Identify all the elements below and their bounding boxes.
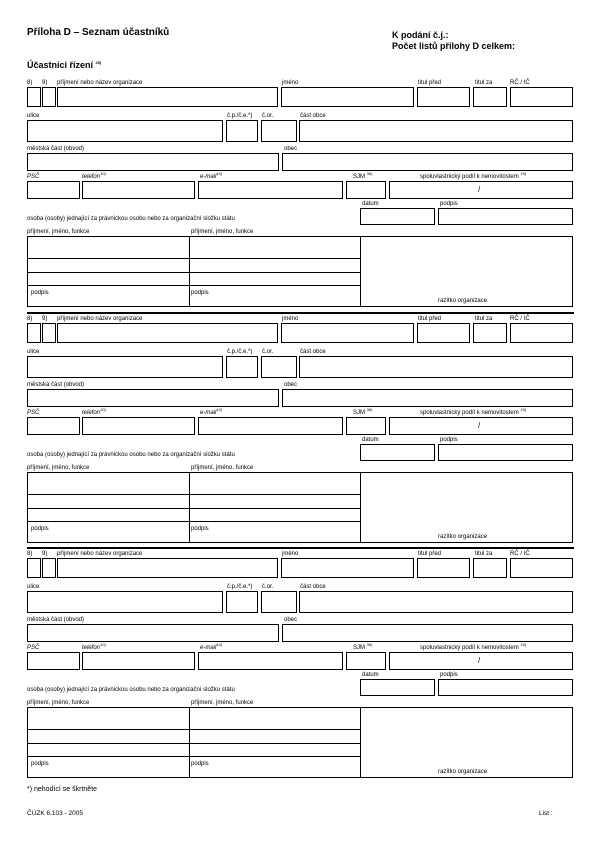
label-persons-name-1: příjmení, jméno, funkce: [27, 465, 90, 471]
email-footnote: 10): [216, 171, 223, 176]
field-9[interactable]: [42, 87, 56, 107]
label-persons-acting: osoba (osoby) jednající za právnickou osobu nebo za organizační složku státu: [27, 216, 235, 222]
label-surname-org: příjmení nebo název organizace: [57, 80, 143, 86]
field-street[interactable]: [27, 356, 223, 378]
label-city-district: městská část (obvod): [27, 617, 85, 623]
label-signature-top: podpis: [440, 437, 458, 443]
label-rep-1-signature: podpis: [31, 526, 49, 532]
share-separator: /: [478, 421, 481, 430]
label-phone-text: telefon: [82, 174, 101, 180]
section-title: [27, 60, 101, 71]
label-rc-ic: RČ / IČ: [510, 80, 530, 86]
field-rc-ic[interactable]: [510, 87, 573, 107]
label-sjm-text: SJM: [353, 174, 365, 180]
phone-footnote: 10): [100, 642, 106, 647]
label-cp-ce: č.p./č.e.*): [227, 349, 253, 355]
rep-1-name-field[interactable]: [28, 473, 189, 494]
label-8: 8): [27, 551, 33, 557]
field-city-district[interactable]: [27, 389, 279, 407]
label-title-after: titul za: [475, 551, 493, 557]
table-rule: [27, 729, 361, 730]
label-cp-ce: č.p./č.e.*): [227, 113, 253, 119]
field-sjm[interactable]: [346, 417, 386, 435]
label-9: 9): [42, 316, 48, 322]
participant-block: [0, 551, 600, 791]
field-psc[interactable]: [27, 652, 80, 670]
field-title-after[interactable]: [473, 87, 507, 107]
label-email: [200, 171, 223, 181]
field-8[interactable]: [27, 323, 41, 343]
field-9[interactable]: [42, 323, 56, 343]
field-street[interactable]: [27, 591, 223, 613]
label-part-municipality: část obce: [300, 349, 326, 355]
share-footnote: 15): [520, 407, 527, 412]
section-footnote: 25): [95, 60, 102, 65]
label-stamp: razítko organizace: [438, 298, 488, 304]
label-cp-ce: č.p./č.e.*): [227, 584, 253, 590]
field-8[interactable]: [27, 558, 41, 578]
label-psc: PSČ: [27, 410, 40, 416]
field-municipality[interactable]: [282, 624, 573, 642]
phone-footnote: 10): [100, 171, 106, 176]
share-footnote: 15): [520, 642, 527, 647]
field-name[interactable]: [281, 558, 414, 578]
label-stamp: razítko organizace: [438, 534, 488, 540]
label-date: datum: [362, 437, 379, 443]
field-date[interactable]: [360, 208, 435, 225]
rep-2-name-field[interactable]: [190, 708, 360, 729]
field-8[interactable]: [27, 87, 41, 107]
sjm-footnote: 36): [366, 171, 373, 176]
label-sjm: [353, 407, 373, 417]
label-share-text: spoluvlastnický podíl k nemovitostem: [420, 174, 519, 180]
participant-block: [0, 80, 600, 320]
label-city-district: městská část (obvod): [27, 382, 85, 388]
rep-2-name-field[interactable]: [190, 473, 360, 494]
field-cor[interactable]: [261, 120, 297, 142]
field-surname-org[interactable]: [57, 323, 278, 343]
field-sjm[interactable]: [346, 652, 386, 670]
label-9: 9): [42, 551, 48, 557]
field-street[interactable]: [27, 120, 223, 142]
label-share: [420, 171, 527, 181]
label-9: 9): [42, 80, 48, 86]
field-cor[interactable]: [261, 356, 297, 378]
footnote-strike: *) nehodící se škrtněte: [27, 786, 98, 793]
field-city-district[interactable]: [27, 153, 279, 171]
label-name: jméno: [282, 551, 299, 557]
field-psc[interactable]: [27, 417, 80, 435]
field-name[interactable]: [281, 87, 414, 107]
share-footnote: 15): [520, 171, 527, 176]
field-email[interactable]: [198, 181, 343, 199]
field-signature[interactable]: [438, 679, 573, 696]
rep-2-name-field[interactable]: [190, 237, 360, 258]
field-title-before[interactable]: [417, 87, 470, 107]
label-phone: [82, 407, 106, 417]
field-part-municipality[interactable]: [299, 591, 573, 613]
field-cor[interactable]: [261, 591, 297, 613]
label-8: 8): [27, 316, 33, 322]
table-rule: [27, 756, 361, 757]
label-8: 8): [27, 80, 33, 86]
label-email-text: e-mail: [200, 645, 217, 651]
field-cp-ce[interactable]: [226, 356, 258, 378]
field-name[interactable]: [281, 323, 414, 343]
field-signature[interactable]: [438, 208, 573, 225]
label-title-after: titul za: [475, 80, 493, 86]
label-rep-1-signature: podpis: [31, 290, 49, 296]
stamp-area[interactable]: [362, 708, 572, 777]
field-share[interactable]: [389, 181, 573, 199]
label-signature-top: podpis: [440, 201, 458, 207]
field-title-before[interactable]: [417, 323, 470, 343]
label-psc: PSČ: [27, 645, 40, 651]
sjm-footnote: 36): [366, 407, 373, 412]
label-title-before: titul před: [418, 551, 442, 557]
table-rule: [27, 258, 361, 259]
label-street: ulice: [27, 113, 40, 119]
share-separator: /: [478, 656, 481, 665]
label-persons-name-1: příjmení, jméno, funkce: [27, 700, 90, 706]
label-phone: [82, 642, 106, 652]
label-sjm: [353, 171, 373, 181]
label-persons-name-2: příjmení, jméno, funkce: [191, 700, 254, 706]
label-persons-acting: osoba (osoby) jednající za právnickou osobu nebo za organizační složku státu: [27, 452, 235, 458]
label-stamp: razítko organizace: [438, 769, 488, 775]
label-phone-text: telefon: [82, 410, 101, 416]
rep-1-name-field[interactable]: [28, 708, 189, 729]
label-name: jméno: [282, 80, 299, 86]
field-surname-org[interactable]: [57, 558, 278, 578]
label-name: jméno: [282, 316, 299, 322]
field-rc-ic[interactable]: [510, 323, 573, 343]
field-signature[interactable]: [438, 444, 573, 461]
filing-reference-label: K podání č.j.:: [392, 30, 449, 40]
label-rep-2-signature: podpis: [191, 290, 209, 296]
field-email[interactable]: [198, 417, 343, 435]
label-psc: PSČ: [27, 174, 40, 180]
field-title-after[interactable]: [473, 323, 507, 343]
label-street: ulice: [27, 584, 40, 590]
label-share-text: spoluvlastnický podíl k nemovitostem: [420, 645, 519, 651]
section-title-text: Účastníci řízení: [27, 60, 94, 70]
participant-block: [0, 316, 600, 556]
label-sjm-text: SJM: [353, 410, 365, 416]
field-psc[interactable]: [27, 181, 80, 199]
label-sjm: [353, 642, 373, 652]
label-share-text: spoluvlastnický podíl k nemovitostem: [420, 410, 519, 416]
label-title-after: titul za: [475, 316, 493, 322]
label-signature-top: podpis: [440, 672, 458, 678]
label-rep-2-signature: podpis: [191, 761, 209, 767]
label-municipality: obec: [284, 146, 298, 152]
form-code: ČÚZK 6.103 - 2005: [27, 810, 84, 817]
field-phone[interactable]: [82, 181, 195, 199]
field-9[interactable]: [42, 558, 56, 578]
rep-1-name-field[interactable]: [28, 237, 189, 258]
label-cor: č.or.: [262, 584, 274, 590]
label-rep-1-signature: podpis: [31, 761, 49, 767]
field-title-before[interactable]: [417, 558, 470, 578]
block-separator: [27, 547, 574, 549]
sjm-footnote: 36): [366, 642, 373, 647]
label-surname-org: příjmení nebo název organizace: [57, 551, 143, 557]
sheet-label: List :: [539, 810, 553, 817]
label-part-municipality: část obce: [300, 113, 326, 119]
label-date: datum: [362, 672, 379, 678]
stamp-area[interactable]: [362, 237, 572, 306]
pages-count-label: Počet listů přílohy D celkem:: [392, 41, 516, 51]
label-phone-text: telefon: [82, 645, 101, 651]
label-cor: č.or.: [262, 113, 274, 119]
form-title: Příloha D – Seznam účastníků: [27, 27, 170, 38]
field-phone[interactable]: [82, 417, 195, 435]
table-rule: [27, 521, 361, 522]
label-email-text: e-mail: [200, 410, 217, 416]
label-share: [420, 642, 527, 652]
field-city-district[interactable]: [27, 624, 279, 642]
label-title-before: titul před: [418, 316, 442, 322]
label-rc-ic: RČ / IČ: [510, 316, 530, 322]
field-cp-ce[interactable]: [226, 591, 258, 613]
phone-footnote: 10): [100, 407, 106, 412]
field-title-after[interactable]: [473, 558, 507, 578]
block-separator: [27, 312, 574, 314]
field-email[interactable]: [198, 652, 343, 670]
email-footnote: 10): [216, 642, 223, 647]
field-date[interactable]: [360, 679, 435, 696]
email-footnote: 10): [216, 407, 223, 412]
label-share: [420, 407, 527, 417]
label-municipality: obec: [284, 382, 298, 388]
label-part-municipality: část obce: [300, 584, 326, 590]
field-date[interactable]: [360, 444, 435, 461]
label-phone: [82, 171, 106, 181]
table-rule: [27, 272, 361, 273]
label-persons-acting: osoba (osoby) jednající za právnickou osobu nebo za organizační složku státu: [27, 687, 235, 693]
share-separator: /: [478, 185, 481, 194]
field-rc-ic[interactable]: [510, 558, 573, 578]
label-email-text: e-mail: [200, 174, 217, 180]
field-municipality[interactable]: [282, 389, 573, 407]
table-rule: [27, 743, 361, 744]
label-date: datum: [362, 201, 379, 207]
label-sjm-text: SJM: [353, 645, 365, 651]
field-cp-ce[interactable]: [226, 120, 258, 142]
label-email: [200, 642, 223, 652]
label-title-before: titul před: [418, 80, 442, 86]
label-street: ulice: [27, 349, 40, 355]
field-sjm[interactable]: [346, 181, 386, 199]
table-rule: [27, 508, 361, 509]
label-persons-name-2: příjmení, jméno, funkce: [191, 465, 254, 471]
stamp-area[interactable]: [362, 473, 572, 542]
field-surname-org[interactable]: [57, 87, 278, 107]
label-cor: č.or.: [262, 349, 274, 355]
field-share[interactable]: [389, 417, 573, 435]
label-rep-2-signature: podpis: [191, 526, 209, 532]
field-share[interactable]: [389, 652, 573, 670]
label-surname-org: příjmení nebo název organizace: [57, 316, 143, 322]
label-persons-name-1: příjmení, jméno, funkce: [27, 229, 90, 235]
field-part-municipality[interactable]: [299, 356, 573, 378]
label-rc-ic: RČ / IČ: [510, 551, 530, 557]
field-phone[interactable]: [82, 652, 195, 670]
label-city-district: městská část (obvod): [27, 146, 85, 152]
label-persons-name-2: příjmení, jméno, funkce: [191, 229, 254, 235]
table-rule: [27, 285, 361, 286]
label-email: [200, 407, 223, 417]
label-municipality: obec: [284, 617, 298, 623]
field-part-municipality[interactable]: [299, 120, 573, 142]
field-municipality[interactable]: [282, 153, 573, 171]
table-rule: [27, 494, 361, 495]
